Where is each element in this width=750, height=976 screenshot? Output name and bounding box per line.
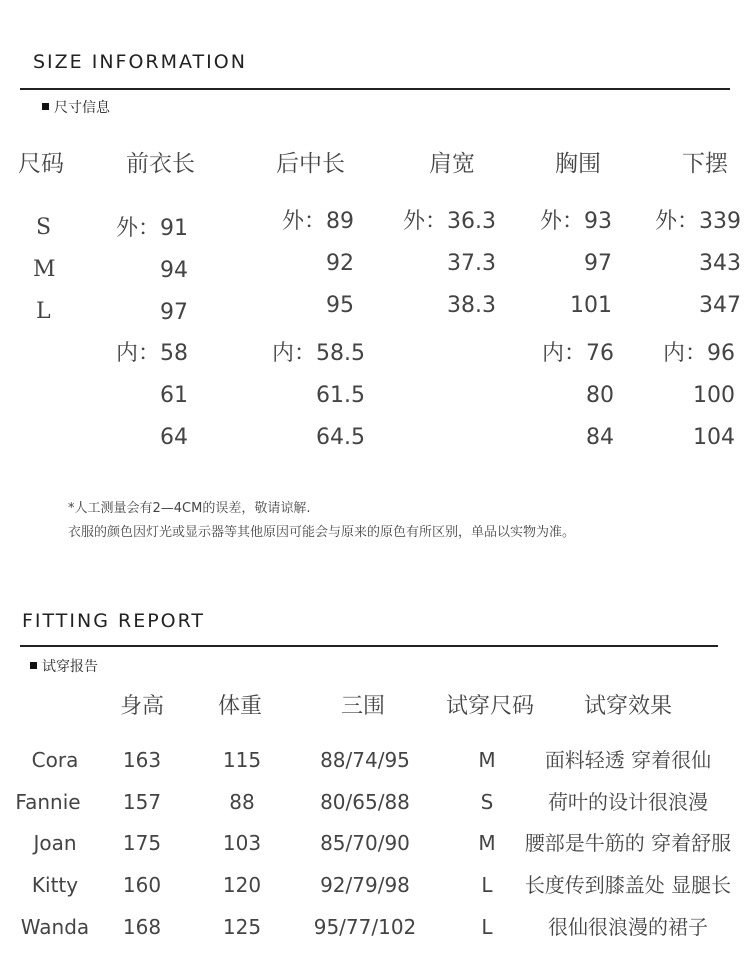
header-shoulder: 肩宽 bbox=[429, 151, 475, 177]
fitting-header-effect: 试穿效果 bbox=[584, 694, 673, 719]
outer-chest: 101 bbox=[570, 293, 612, 318]
size-info-subtitle-row bbox=[42, 101, 110, 115]
fitting-subtitle-row bbox=[30, 660, 98, 674]
fitting-measurements: 92/79/98 bbox=[320, 873, 410, 897]
bullet-icon bbox=[30, 662, 37, 669]
fitting-height: 175 bbox=[122, 831, 162, 855]
fitting-name: Cora bbox=[31, 748, 79, 772]
fitting-measurements: 95/77/102 bbox=[313, 915, 417, 939]
outer-front-length: 外：91 bbox=[116, 216, 188, 241]
fitting-header-measurements: 三围 bbox=[341, 694, 386, 719]
fitting-measurements: 88/74/95 bbox=[320, 748, 410, 772]
outer-back-length: 95 bbox=[326, 293, 354, 318]
inner-hem: 104 bbox=[693, 425, 735, 450]
size-label-m: M bbox=[33, 257, 56, 282]
fitting-measurements: 85/70/90 bbox=[320, 831, 410, 855]
outer-front-length: 97 bbox=[160, 300, 188, 325]
outer-chest: 外：93 bbox=[540, 209, 612, 234]
fitting-height: 160 bbox=[122, 873, 162, 897]
fitting-weight: 125 bbox=[222, 915, 262, 939]
fitting-height: 168 bbox=[122, 915, 162, 939]
inner-chest: 84 bbox=[586, 425, 614, 450]
size-info-divider bbox=[20, 88, 730, 90]
fitting-header-size: 试穿尺码 bbox=[446, 694, 535, 719]
header-size: 尺码 bbox=[18, 151, 64, 177]
fitting-divider bbox=[20, 645, 718, 647]
fitting-effect: 荷叶的设计很浪漫 bbox=[548, 790, 708, 814]
fitting-effect: 腰部是牛筋的 穿着舒服 bbox=[524, 831, 732, 855]
header-front-length: 前衣长 bbox=[126, 151, 195, 177]
fitting-title: FITTING REPORT bbox=[22, 610, 206, 632]
size-label-s: S bbox=[36, 215, 52, 240]
outer-hem: 347 bbox=[699, 293, 741, 318]
fitting-header-height: 身高 bbox=[120, 694, 165, 719]
outer-hem: 343 bbox=[699, 251, 741, 276]
header-chest: 胸围 bbox=[555, 151, 601, 177]
size-info-subtitle: 尺寸信息 bbox=[54, 100, 110, 116]
fitting-weight: 115 bbox=[222, 748, 262, 772]
fitting-height: 157 bbox=[122, 790, 162, 814]
size-label-l: L bbox=[36, 299, 51, 324]
color-note: 衣服的颜色因灯光或显示器等其他原因可能会与原来的原色有所区别，单品以实物为准。 bbox=[68, 525, 576, 540]
fitting-name: Fannie bbox=[15, 790, 81, 814]
measurement-note: *人工测量会有2—4CM的误差，敬请谅解. bbox=[68, 501, 311, 516]
inner-back-length: 内：58.5 bbox=[272, 341, 365, 366]
outer-shoulder: 38.3 bbox=[447, 293, 496, 318]
fitting-name: Joan bbox=[33, 831, 77, 855]
fitting-name: Wanda bbox=[20, 915, 90, 939]
fitting-weight: 120 bbox=[222, 873, 262, 897]
fitting-header-weight: 体重 bbox=[218, 694, 263, 719]
inner-back-length: 64.5 bbox=[316, 425, 365, 450]
fitting-effect: 长度传到膝盖处 显腿长 bbox=[524, 873, 732, 897]
fitting-size: L bbox=[481, 873, 493, 897]
fitting-size: M bbox=[478, 748, 496, 772]
fitting-height: 163 bbox=[122, 748, 162, 772]
fitting-size: S bbox=[480, 790, 494, 814]
inner-front-length: 内：58 bbox=[116, 341, 188, 366]
header-hem: 下摆 bbox=[682, 151, 728, 177]
header-back-length: 后中长 bbox=[276, 151, 345, 177]
inner-chest: 内：76 bbox=[542, 341, 614, 366]
outer-back-length: 外：89 bbox=[282, 209, 354, 234]
fitting-weight: 88 bbox=[229, 790, 255, 814]
inner-back-length: 61.5 bbox=[316, 383, 365, 408]
inner-front-length: 64 bbox=[160, 425, 188, 450]
fitting-effect: 很仙很浪漫的裙子 bbox=[548, 915, 708, 939]
outer-chest: 97 bbox=[584, 251, 612, 276]
outer-shoulder: 37.3 bbox=[447, 251, 496, 276]
size-info-title: SIZE INFORMATION bbox=[33, 51, 247, 73]
fitting-effect: 面料轻透 穿着很仙 bbox=[544, 748, 712, 772]
outer-back-length: 92 bbox=[326, 251, 354, 276]
outer-shoulder: 外：36.3 bbox=[403, 209, 496, 234]
inner-hem: 100 bbox=[693, 383, 735, 408]
fitting-size: L bbox=[481, 915, 493, 939]
inner-chest: 80 bbox=[586, 383, 614, 408]
outer-front-length: 94 bbox=[160, 258, 188, 283]
fitting-name: Kitty bbox=[31, 873, 79, 897]
fitting-size: M bbox=[478, 831, 496, 855]
bullet-icon bbox=[42, 103, 49, 110]
inner-hem: 内：96 bbox=[663, 341, 735, 366]
fitting-weight: 103 bbox=[222, 831, 262, 855]
inner-front-length: 61 bbox=[160, 383, 188, 408]
fitting-measurements: 80/65/88 bbox=[320, 790, 410, 814]
fitting-subtitle: 试穿报告 bbox=[42, 659, 98, 675]
outer-hem: 外：339 bbox=[655, 209, 741, 234]
